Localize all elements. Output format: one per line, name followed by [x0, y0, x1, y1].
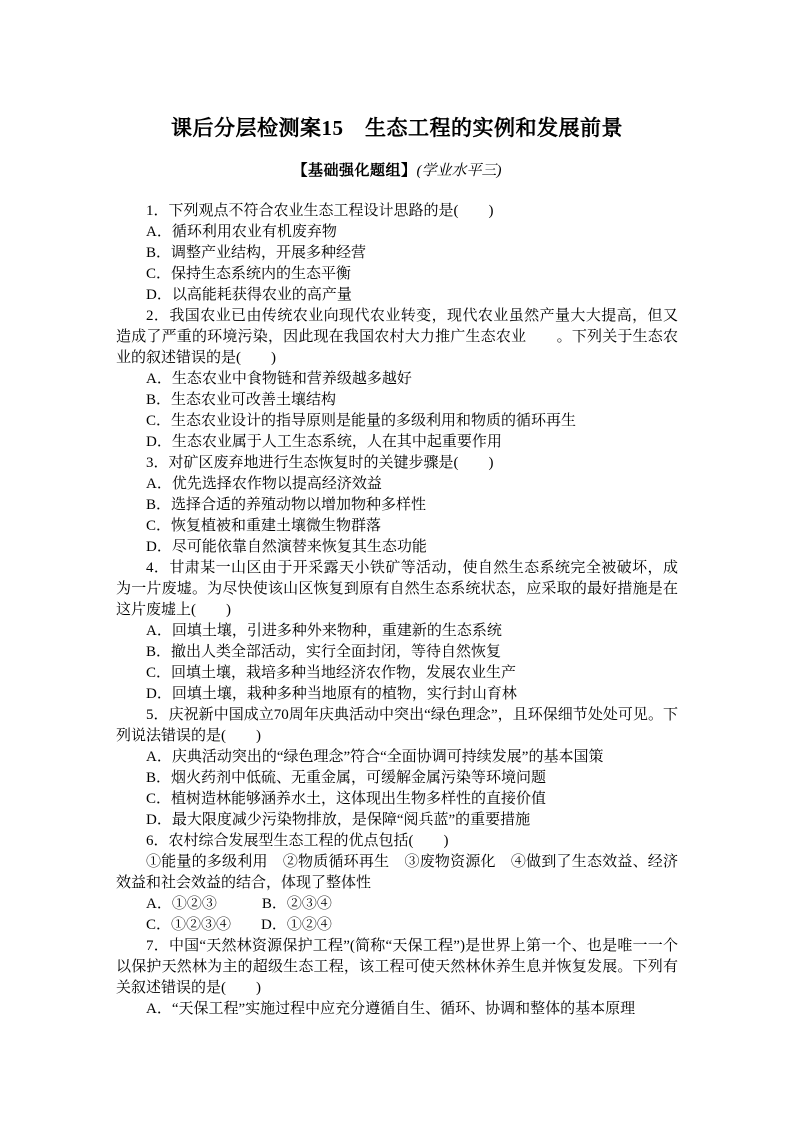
section-group-label: 【基础强化题组】 [292, 162, 417, 179]
question-3-option-b: B．选择合适的养殖动物以增加物种多样性 [146, 497, 427, 513]
question-7-stem: 7．中国“天然林资源保护工程”(简称“天保工程”)是世界上第一个、也是唯一一个以保护天然林为主的超级生态工程，该工程可使天然林休养生息并恢复发展。下列有关叙述错误的是( ) [116, 938, 678, 996]
question-4-option-a: A．回填土壤，引进多种外来物种，重建新的生态系统 [146, 623, 502, 639]
question-3-option-c: C．恢复植被和重建土壤微生物群落 [146, 518, 382, 534]
question-4 [116, 558, 678, 705]
question-5-option-b: B．烟火药剂中低硫、无重金属，可缓解金属污染等环境问题 [146, 770, 547, 786]
question-3-option-a: A．优先选择农作物以提高经济效益 [146, 476, 382, 492]
question-1-option-c: C．保持生态系统内的生态平衡 [146, 266, 352, 282]
question-1-stem: 1．下列观点不符合农业生态工程设计思路的是( ) [146, 203, 494, 219]
question-6-stem: 6．农村综合发展型生态工程的优点包括( ) [146, 833, 449, 849]
question-2-stem: 2．我国农业已由传统农业向现代农业转变，现代农业虽然产量大大提高，但又造成了严重的环境污染，因此现在我国农村大力推广生态农业 。下列关于生态农业的叙述错误的是( ) [116, 308, 678, 366]
question-list [116, 201, 678, 1020]
question-3 [116, 453, 678, 558]
question-2-option-a: A．生态农业中食物链和营养级越多越好 [146, 371, 412, 387]
question-4-option-c: C．回填土壤，栽培多种当地经济农作物，发展农业生产 [146, 665, 517, 681]
question-5-option-d: D．最大限度减少污染物排放，是保障“阅兵蓝”的重要措施 [146, 812, 531, 828]
question-6 [116, 831, 678, 936]
question-6-numbered-items: ①能量的多级利用 ②物质循环再生 ③废物资源化 ④做到了生态效益、经济效益和社会效益的结合，体现了整体性 [116, 854, 678, 891]
question-5-stem: 5．庆祝新中国成立70周年庆典活动中突出“绿色理念”，且环保细节处处可见。下列说法错误的是( ) [116, 707, 678, 744]
question-6-options-ab: A．①②③ B．②③④ [146, 896, 332, 912]
question-1 [116, 201, 678, 306]
question-5-option-c: C．植树造林能够涵养水土，这体现出生物多样性的直接价值 [146, 791, 547, 807]
question-5-option-a: A．庆典活动突出的“绿色理念”符合“全面协调可持续发展”的基本国策 [146, 749, 604, 765]
section-level-label: (学业水平三) [416, 163, 502, 179]
question-4-option-d: D．回填土壤，栽种多种当地原有的植物，实行封山育林 [146, 686, 517, 702]
question-2-option-b: B．生态农业可改善土壤结构 [146, 392, 337, 408]
question-4-stem: 4．甘肃某一山区由于开采露天小铁矿等活动，使自然生态系统完全被破坏，成为一片废墟。为尽快使该山区恢复到原有自然生态系统状态，应采取的最好措施是在这片废墟上( ) [116, 560, 678, 618]
question-1-option-a: A．循环利用农业有机废弃物 [146, 224, 337, 240]
question-3-option-d: D．尽可能依靠自然演替来恢复其生态功能 [146, 539, 427, 555]
question-5 [116, 705, 678, 831]
question-1-option-b: B．调整产业结构，开展多种经营 [146, 245, 367, 261]
page-title: 课后分层检测案15 生态工程的实例和发展前景 [171, 116, 623, 140]
question-2-option-c: C．生态农业设计的指导原则是能量的多级利用和物质的循环再生 [146, 413, 577, 429]
question-7-option-a: A．“天保工程”实施过程中应充分遵循自生、循环、协调和整体的基本原理 [146, 1001, 636, 1017]
question-6-options-cd: C．①②③④ D．①②④ [146, 917, 332, 933]
question-1-option-d: D．以高能耗获得农业的高产量 [146, 287, 352, 303]
question-2 [116, 306, 678, 453]
question-3-stem: 3．对矿区废弃地进行生态恢复时的关键步骤是( ) [146, 455, 494, 471]
question-4-option-b: B．撤出人类全部活动，实行全面封闭，等待自然恢复 [146, 644, 502, 660]
question-2-option-d: D．生态农业属于人工生态系统，人在其中起重要作用 [146, 434, 502, 450]
document-content [116, 113, 678, 1020]
question-7 [116, 936, 678, 1020]
section-header [116, 160, 678, 182]
